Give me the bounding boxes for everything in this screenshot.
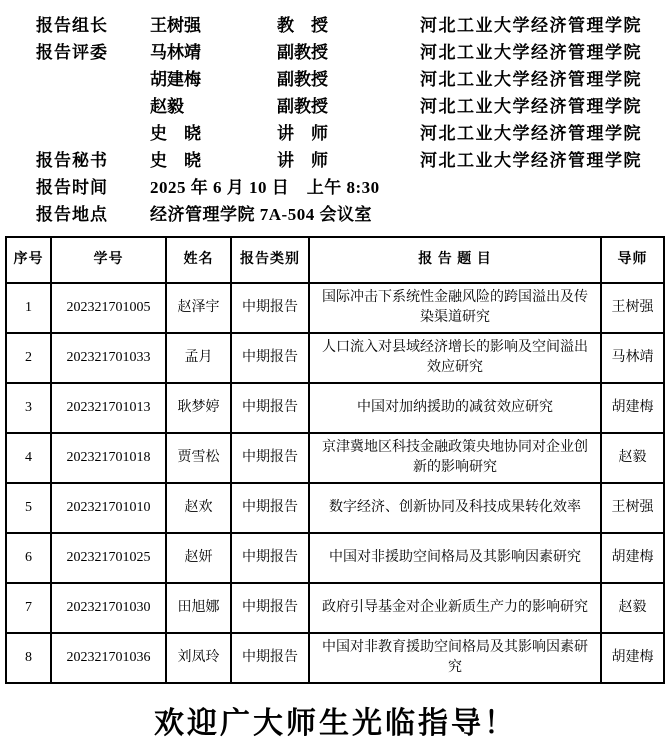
cell-advisor: 胡建梅 (601, 383, 664, 433)
table-header-row (6, 237, 664, 283)
member-affiliation: 河北工业大学经济管理学院 (420, 97, 642, 116)
member-title: 副教授 (277, 43, 328, 62)
cell-report-title: 京津冀地区科技金融政策央地协同对企业创新的影响研究 (309, 433, 601, 483)
report-time-row (36, 172, 671, 199)
report-location-row (36, 199, 671, 226)
role-label: 报告组长 (36, 16, 108, 35)
cell-advisor: 王树强 (601, 283, 664, 333)
table-row (6, 283, 664, 333)
cell-report-type: 中期报告 (231, 433, 309, 483)
report-time-value: 2025 年 6 月 10 日 上午 8:30 (150, 178, 380, 197)
cell-report-title: 中国对非援助空间格局及其影响因素研究 (309, 533, 601, 583)
member-affiliation: 河北工业大学经济管理学院 (420, 70, 642, 89)
cell-report-title: 政府引导基金对企业新质生产力的影响研究 (309, 583, 601, 633)
cell-advisor: 胡建梅 (601, 633, 664, 683)
cell-name: 赵妍 (166, 533, 231, 583)
cell-advisor: 赵毅 (601, 583, 664, 633)
report-schedule-table (5, 236, 665, 684)
table-row (6, 333, 664, 383)
member-title: 教 授 (277, 16, 328, 35)
cell-name: 田旭娜 (166, 583, 231, 633)
report-location-value: 经济管理学院 7A-504 会议室 (150, 205, 372, 224)
committee-row-leader (36, 10, 671, 37)
cell-student-id: 202321701018 (51, 433, 166, 483)
cell-student-id: 202321701025 (51, 533, 166, 583)
cell-name: 刘凤玲 (166, 633, 231, 683)
cell-student-id: 202321701010 (51, 483, 166, 533)
cell-no: 4 (6, 433, 51, 483)
footer (0, 698, 671, 742)
cell-student-id: 202321701005 (51, 283, 166, 333)
cell-advisor: 马林靖 (601, 333, 664, 383)
member-title: 讲 师 (277, 124, 328, 143)
member-name: 胡建梅 (150, 70, 201, 89)
member-name: 史 晓 (150, 151, 201, 170)
member-title: 讲 师 (277, 151, 328, 170)
member-affiliation: 河北工业大学经济管理学院 (420, 16, 642, 35)
cell-student-id: 202321701036 (51, 633, 166, 683)
cell-advisor: 赵毅 (601, 433, 664, 483)
cell-name: 耿梦婷 (166, 383, 231, 433)
cell-student-id: 202321701013 (51, 383, 166, 433)
cell-no: 6 (6, 533, 51, 583)
member-affiliation: 河北工业大学经济管理学院 (420, 124, 642, 143)
table-row (6, 533, 664, 583)
committee-row-judge (36, 91, 671, 118)
committee-row-judge (36, 64, 671, 91)
cell-report-type: 中期报告 (231, 483, 309, 533)
cell-student-id: 202321701033 (51, 333, 166, 383)
member-affiliation: 河北工业大学经济管理学院 (420, 43, 642, 62)
cell-report-type: 中期报告 (231, 333, 309, 383)
cell-report-type: 中期报告 (231, 283, 309, 333)
cell-student-id: 202321701030 (51, 583, 166, 633)
cell-report-type: 中期报告 (231, 383, 309, 433)
cell-name: 赵泽宇 (166, 283, 231, 333)
cell-name: 孟月 (166, 333, 231, 383)
member-name: 赵毅 (150, 97, 184, 116)
cell-report-type: 中期报告 (231, 583, 309, 633)
committee-row-secretary (36, 145, 671, 172)
cell-no: 8 (6, 633, 51, 683)
cell-name: 赵欢 (166, 483, 231, 533)
cell-report-type: 中期报告 (231, 533, 309, 583)
member-name: 马林靖 (150, 43, 201, 62)
cell-report-type: 中期报告 (231, 633, 309, 683)
cell-no: 3 (6, 383, 51, 433)
cell-name: 贾雪松 (166, 433, 231, 483)
cell-advisor: 王树强 (601, 483, 664, 533)
welcome-message: 欢迎广大师生光临指导！ (154, 707, 517, 740)
cell-report-title: 国际冲击下系统性金融风险的跨国溢出及传染渠道研究 (309, 283, 601, 333)
member-name: 王树强 (150, 16, 201, 35)
member-title: 副教授 (277, 70, 328, 89)
col-header-report-type: 报告类别 (231, 237, 309, 283)
report-location-label: 报告地点 (36, 205, 108, 224)
col-header-advisor: 导师 (601, 237, 664, 283)
cell-no: 7 (6, 583, 51, 633)
cell-report-title: 中国对非教育援助空间格局及其影响因素研究 (309, 633, 601, 683)
role-label: 报告秘书 (36, 151, 108, 170)
report-time-label: 报告时间 (36, 178, 108, 197)
table-row (6, 633, 664, 683)
table-row (6, 583, 664, 633)
col-header-report-title: 报 告 题 目 (309, 237, 601, 283)
member-affiliation: 河北工业大学经济管理学院 (420, 151, 642, 170)
cell-no: 5 (6, 483, 51, 533)
member-name: 史 晓 (150, 124, 201, 143)
col-header-student-id: 学号 (51, 237, 166, 283)
table-row (6, 383, 664, 433)
committee-section (0, 0, 671, 226)
cell-report-title: 人口流入对县域经济增长的影响及空间溢出效应研究 (309, 333, 601, 383)
committee-row-judge (36, 37, 671, 64)
col-header-no: 序号 (6, 237, 51, 283)
table-row (6, 483, 664, 533)
committee-row-judge (36, 118, 671, 145)
cell-report-title: 中国对加纳援助的减贫效应研究 (309, 383, 601, 433)
cell-no: 1 (6, 283, 51, 333)
table-row (6, 433, 664, 483)
member-title: 副教授 (277, 97, 328, 116)
role-label: 报告评委 (36, 43, 108, 62)
cell-report-title: 数字经济、创新协同及科技成果转化效率 (309, 483, 601, 533)
cell-advisor: 胡建梅 (601, 533, 664, 583)
cell-no: 2 (6, 333, 51, 383)
col-header-name: 姓名 (166, 237, 231, 283)
